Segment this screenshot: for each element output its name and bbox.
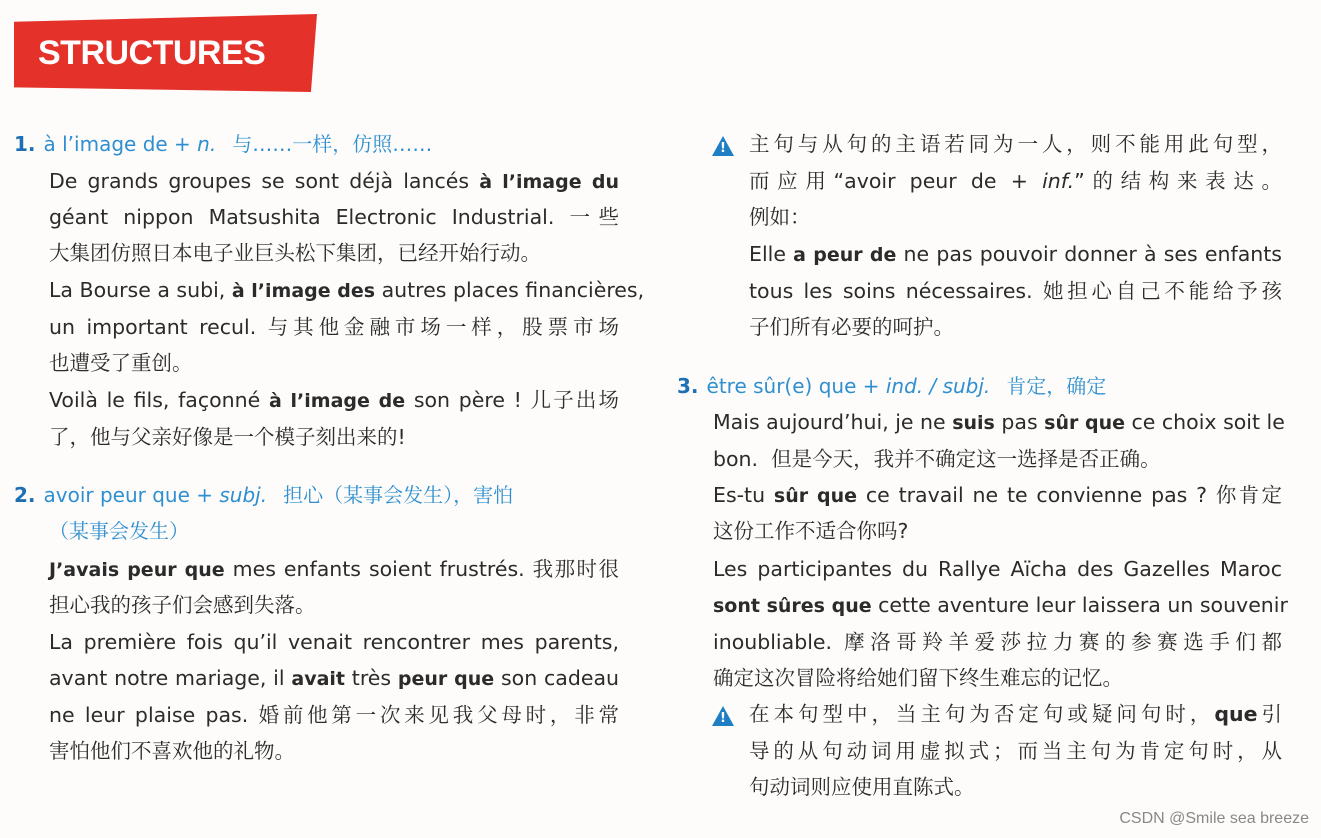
banner-title: STRUCTURES: [38, 34, 266, 72]
example-line: inoubliable. 摩洛哥羚羊爱莎拉力赛的参赛选手们都: [713, 630, 1282, 654]
pattern-type: ind. / subj.: [885, 374, 991, 398]
note-line: 而应用“avoir peur de + inf.”的结构来表达。: [749, 169, 1282, 193]
section-number: 2.: [14, 483, 36, 507]
pattern-translation: 担心（某事会发生），害怕: [283, 483, 514, 507]
example-line: Les participantes du Rallye Aïcha des Gazelles Maroc: [713, 557, 1282, 581]
example-line: De grands groupes se sont déjà lancés à l’image du: [49, 169, 619, 193]
example-line: 子们所有必要的呵护。: [749, 315, 954, 339]
example-line: 害怕他们不喜欢他的礼物。: [49, 739, 295, 763]
example-line: géant nippon Matsushita Electronic Industrial. 一些: [49, 205, 620, 229]
pattern: à l’image de +: [43, 132, 198, 156]
example-line: 大集团仿照日本电子业巨头松下集团，已经开始行动。: [49, 241, 541, 265]
example-line: La première fois qu’il venait rencontrer mes parents,: [49, 630, 619, 654]
section-2-heading: [14, 482, 513, 508]
example-line: La Bourse a subi, à l’image des autres places financières,: [49, 278, 645, 302]
example-line: tous les soins nécessaires. 她担心自己不能给予孩: [749, 279, 1283, 303]
example-line: Elle a peur de ne pas pouvoir donner à ses enfants: [749, 242, 1282, 266]
example-line: 这份工作不适合你吗?: [713, 519, 909, 543]
example-line: avant notre mariage, il avait très peur que son cadeau: [49, 666, 620, 690]
example-line: 确定这次冒险将给她们留下终生难忘的记忆。: [713, 666, 1123, 690]
example-line: Voilà le fils, façonné à l’image de son père ! 儿子出场: [49, 388, 620, 412]
example-line: un important recul. 与其他金融市场一样，股票市场: [49, 315, 619, 339]
watermark: CSDN @Smile sea breeze: [1119, 810, 1309, 827]
example-line: 也遭受了重创。: [49, 351, 193, 375]
note-line: 导的从句动词用虚拟式；而当主句为肯定句时，从: [749, 739, 1282, 763]
section-number: 3.: [677, 374, 699, 398]
pattern-translation: 与……一样，仿照……: [232, 132, 433, 156]
pattern-type: n.: [197, 132, 217, 156]
warning-icon-mark: !: [720, 711, 726, 726]
note-line: 句动词则应使用直陈式。: [749, 775, 975, 799]
section-number: 1.: [14, 132, 36, 156]
section-1-heading: [14, 131, 432, 157]
note-line: 主句与从句的主语若同为一人，则不能用此句型，: [749, 132, 1282, 156]
example-line: bon. 但是今天，我并不确定这一选择是否正确。: [713, 447, 1161, 471]
note-line: 在本句型中，当主句为否定句或疑问句时，que引: [749, 702, 1283, 726]
example-line: sont sûres que cette aventure leur laissera un souvenir: [713, 593, 1288, 617]
example-line: J’avais peur que mes enfants soient frustrés. 我那时很: [49, 557, 619, 581]
warning-icon-mark: !: [720, 141, 726, 156]
pattern: avoir peur que +: [43, 483, 220, 507]
pattern: être sûr(e) que +: [706, 374, 886, 398]
pattern-translation: 肯定，确定: [1006, 374, 1107, 398]
example-line: 了，他与父亲好像是一个模子刻出来的!: [49, 425, 406, 449]
example-line: 担心我的孩子们会感到失落。: [49, 593, 316, 617]
example-line: Es-tu sûr que ce travail ne te convienne pas ? 你肯定: [713, 483, 1282, 507]
note-line: 例如：: [749, 205, 811, 229]
example-line: ne leur plaise pas. 婚前他第一次来见我父母时，非常: [49, 703, 619, 727]
pattern-translation-cont: （某事会发生）: [49, 519, 189, 543]
section-3-heading: [677, 373, 1106, 399]
example-line: Mais aujourd’hui, je ne suis pas sûr que ce choix soit le: [713, 410, 1285, 434]
pattern-type: subj.: [219, 483, 268, 507]
